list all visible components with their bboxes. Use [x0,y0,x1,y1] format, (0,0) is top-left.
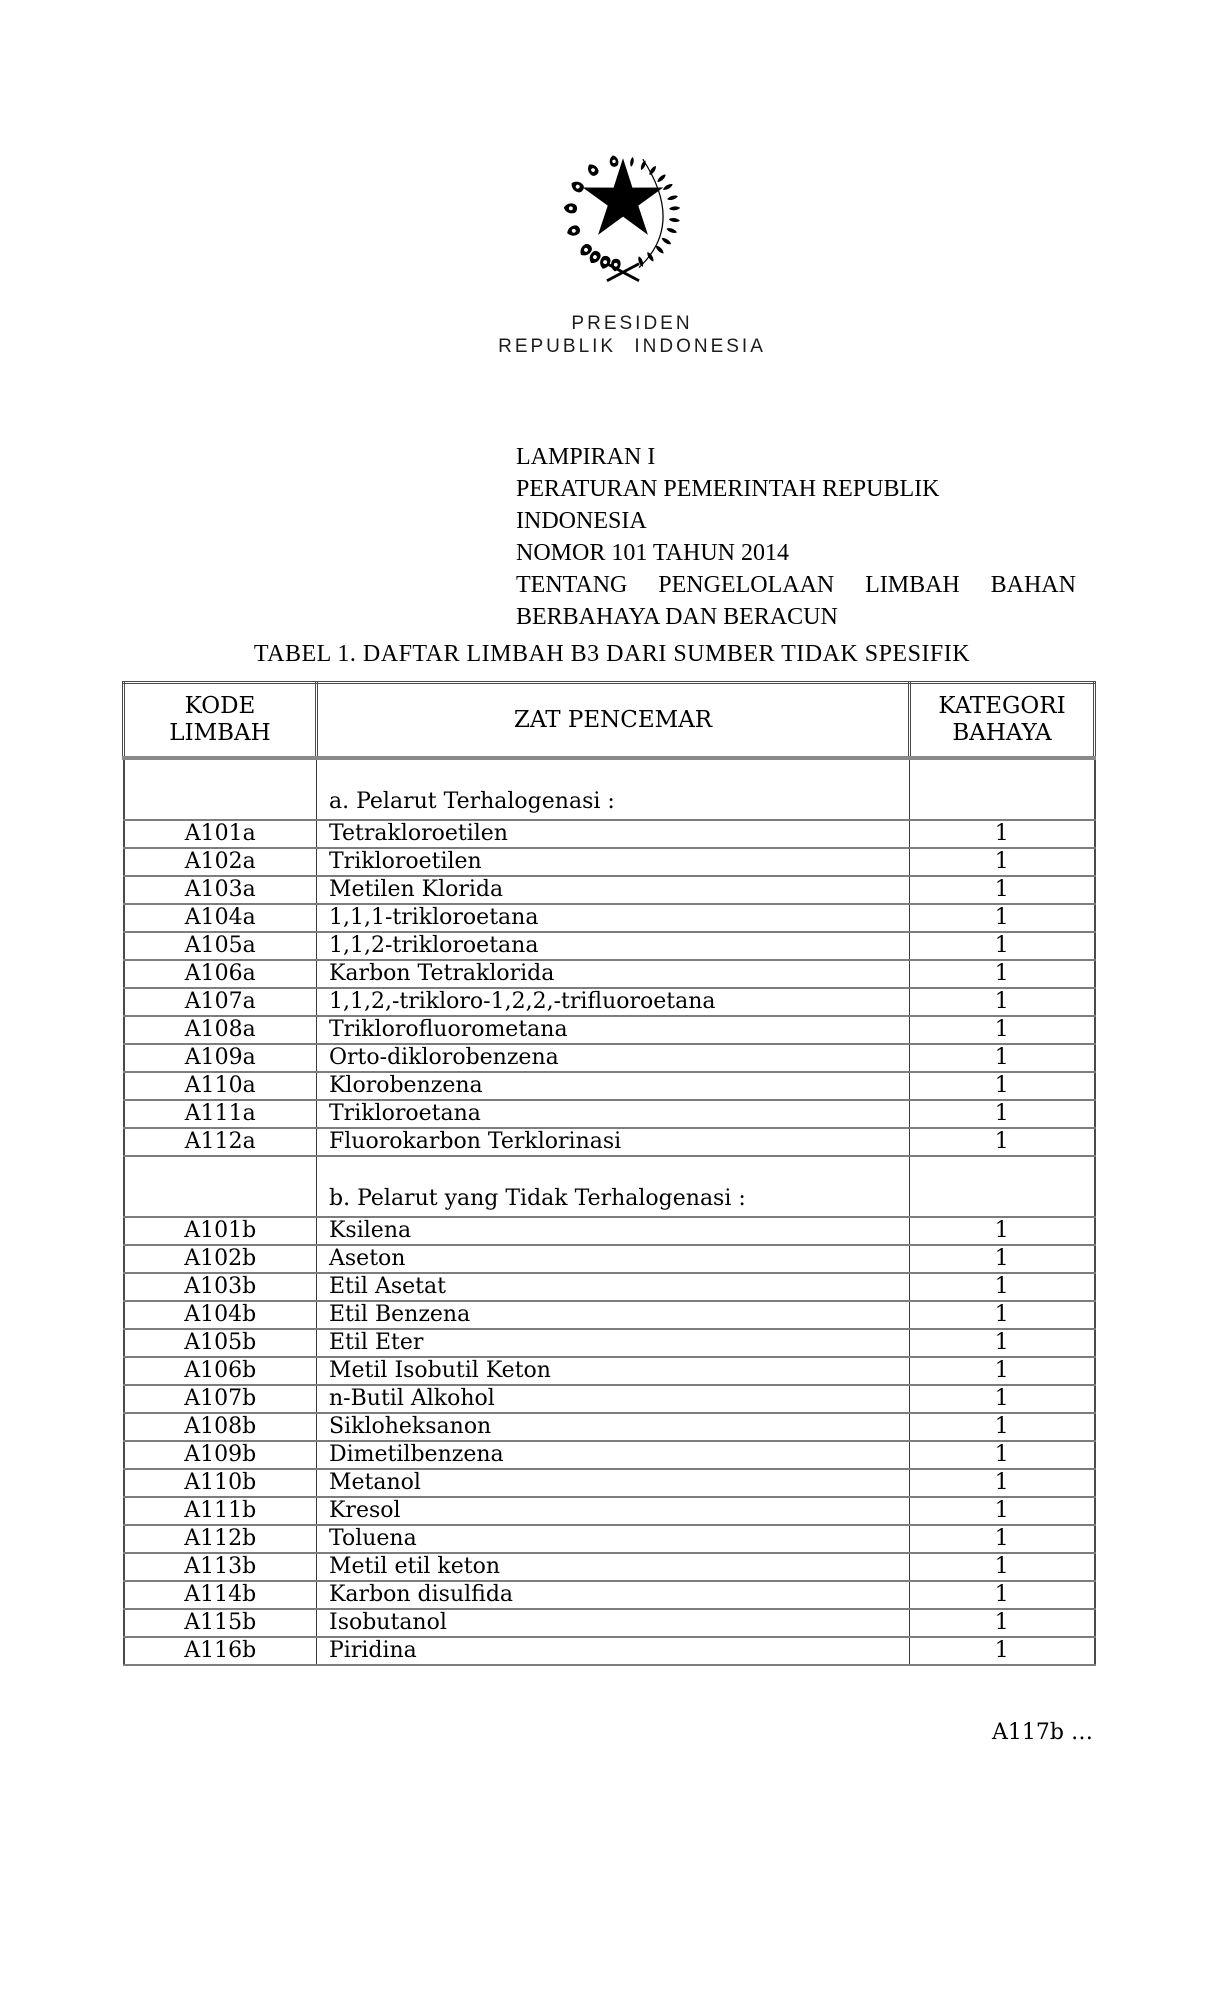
table-row [124,1637,1095,1665]
waste-code-cell: A101a [124,820,317,848]
waste-table-body [124,758,1095,1665]
hazard-category-cell: 1 [910,1273,1095,1301]
hazard-category-cell: 1 [910,1217,1095,1245]
table-row [124,960,1095,988]
hazard-category-cell: 1 [910,1525,1095,1553]
hazard-category-cell: 1 [910,1329,1095,1357]
pollutant-name-cell: Klorobenzena [317,1072,910,1100]
table-title: TABEL 1. DAFTAR LIMBAH B3 DARI SUMBER TIDAK SPESIFIK [253,641,971,667]
col-header-kode-limbah: KODE LIMBAH [124,683,317,759]
annex-line-lampiran: LAMPIRAN I [516,444,656,470]
pollutant-name-cell: Triklorofluorometana [317,1016,910,1044]
table-row [124,1329,1095,1357]
table-row [124,1128,1095,1156]
table-row [124,1413,1095,1441]
hazard-category-cell: 1 [910,820,1095,848]
table-row [124,988,1095,1016]
hazard-category-cell: 1 [910,1413,1095,1441]
table-row [124,1016,1095,1044]
empty-code-cell [124,758,317,820]
annex-heading [516,441,1076,633]
hazard-category-cell: 1 [910,1100,1095,1128]
hazard-category-cell: 1 [910,932,1095,960]
waste-code-cell: A116b [124,1637,317,1665]
annex-line-berbahaya: BERBAHAYA DAN BERACUN [516,604,838,630]
pollutant-name-cell: Metil Isobutil Keton [317,1357,910,1385]
table-row [124,1385,1095,1413]
hazard-category-cell: 1 [910,988,1095,1016]
hazard-category-cell: 1 [910,1245,1095,1273]
table-row [124,1245,1095,1273]
table-row [124,904,1095,932]
hazard-category-cell: 1 [910,1301,1095,1329]
hazard-category-cell: 1 [910,848,1095,876]
waste-code-cell: A110b [124,1469,317,1497]
waste-code-cell: A101b [124,1217,317,1245]
pollutant-name-cell: Metil etil keton [317,1553,910,1581]
hazard-category-cell: 1 [910,1044,1095,1072]
waste-table [122,681,1096,1666]
pollutant-name-cell: Tetrakloroetilen [317,820,910,848]
pollutant-name-cell: Toluena [317,1525,910,1553]
table-row [124,876,1095,904]
table-row [124,1273,1095,1301]
table-row [124,1525,1095,1553]
pollutant-name-cell: Trikloroetilen [317,848,910,876]
pollutant-name-cell: Trikloroetana [317,1100,910,1128]
hazard-category-cell: 1 [910,1016,1095,1044]
waste-code-cell: A112a [124,1128,317,1156]
section-label-cell: b. Pelarut yang Tidak Terhalogenasi : [317,1156,910,1217]
waste-code-cell: A108b [124,1413,317,1441]
waste-code-cell: A106b [124,1357,317,1385]
table-row [124,932,1095,960]
col-header-kategori-bahaya: KATEGORI BAHAYA [910,683,1095,759]
pollutant-name-cell: n-Butil Alkohol [317,1385,910,1413]
hazard-category-cell: 1 [910,1637,1095,1665]
pollutant-name-cell: Fluorokarbon Terklorinasi [317,1128,910,1156]
waste-code-cell: A112b [124,1525,317,1553]
pollutant-name-cell: Metanol [317,1469,910,1497]
section-header-row [124,1156,1095,1217]
table-row [124,1100,1095,1128]
pollutant-name-cell: Orto-diklorobenzena [317,1044,910,1072]
empty-category-cell [910,758,1095,820]
pollutant-name-cell: Etil Benzena [317,1301,910,1329]
waste-code-cell: A114b [124,1581,317,1609]
section-label-cell: a. Pelarut Terhalogenasi : [317,758,910,820]
waste-code-cell: A107b [124,1385,317,1413]
waste-code-cell: A109a [124,1044,317,1072]
waste-code-cell: A113b [124,1553,317,1581]
waste-code-cell: A105b [124,1329,317,1357]
waste-code-cell: A109b [124,1441,317,1469]
hazard-category-cell: 1 [910,1072,1095,1100]
hazard-category-cell: 1 [910,1441,1095,1469]
waste-code-cell: A102a [124,848,317,876]
hazard-category-cell: 1 [910,1469,1095,1497]
hazard-category-cell: 1 [910,1497,1095,1525]
waste-code-cell: A104a [124,904,317,932]
pollutant-name-cell: 1,1,2-trikloroetana [317,932,910,960]
table-row [124,1301,1095,1329]
annex-line-peraturan: PERATURAN PEMERINTAH REPUBLIK INDONESIA [516,476,940,534]
table-row [124,820,1095,848]
waste-code-cell: A106a [124,960,317,988]
hazard-category-cell: 1 [910,876,1095,904]
hazard-category-cell: 1 [910,1357,1095,1385]
waste-code-cell: A108a [124,1016,317,1044]
table-row [124,1609,1095,1637]
waste-code-cell: A105a [124,932,317,960]
waste-code-cell: A111b [124,1497,317,1525]
table-row [124,1217,1095,1245]
waste-code-cell: A103b [124,1273,317,1301]
annex-line-nomor: NOMOR 101 TAHUN 2014 [516,540,789,566]
waste-code-cell: A103a [124,876,317,904]
table-row [124,1072,1095,1100]
hazard-category-cell: 1 [910,960,1095,988]
empty-category-cell [910,1156,1095,1217]
table-row [124,1441,1095,1469]
waste-table-container [122,681,1093,1666]
pollutant-name-cell: Etil Asetat [317,1273,910,1301]
table-row [124,1581,1095,1609]
pollutant-name-cell: Karbon disulfida [317,1581,910,1609]
waste-code-cell: A104b [124,1301,317,1329]
pollutant-name-cell: Dimetilbenzena [317,1441,910,1469]
pollutant-name-cell: 1,1,2,-trikloro-1,2,2,-trifluoroetana [317,988,910,1016]
annex-line-tentang: TENTANG PENGELOLAAN LIMBAH BAHAN [516,572,1076,598]
hazard-category-cell: 1 [910,1553,1095,1581]
pollutant-name-cell: Kresol [317,1497,910,1525]
table-row [124,1044,1095,1072]
hazard-category-cell: 1 [910,1609,1095,1637]
table-row [124,1497,1095,1525]
pollutant-name-cell: Metilen Klorida [317,876,910,904]
pollutant-name-cell: 1,1,1-trikloroetana [317,904,910,932]
table-row [124,1469,1095,1497]
table-row [124,848,1095,876]
letterhead-presiden: PRESIDEN [571,313,693,334]
pollutant-name-cell: Etil Eter [317,1329,910,1357]
waste-code-cell: A110a [124,1072,317,1100]
wreath-stems [607,264,639,281]
waste-code-cell: A115b [124,1609,317,1637]
continuation-note: A117b … [992,1720,1093,1745]
col-header-zat-pencemar: ZAT PENCEMAR [317,683,910,759]
hazard-category-cell: 1 [910,1128,1095,1156]
empty-code-cell [124,1156,317,1217]
pollutant-name-cell: Sikloheksanon [317,1413,910,1441]
pollutant-name-cell: Piridina [317,1637,910,1665]
waste-code-cell: A107a [124,988,317,1016]
state-emblem-icon [547,130,699,292]
section-header-row [124,758,1095,820]
pollutant-name-cell: Karbon Tetraklorida [317,960,910,988]
hazard-category-cell: 1 [910,1385,1095,1413]
letterhead [498,312,766,358]
pollutant-name-cell: Ksilena [317,1217,910,1245]
hazard-category-cell: 1 [910,1581,1095,1609]
pollutant-name-cell: Isobutanol [317,1609,910,1637]
waste-code-cell: A111a [124,1100,317,1128]
letterhead-republik-indonesia: REPUBLIK INDONESIA [498,336,766,357]
waste-code-cell: A102b [124,1245,317,1273]
hazard-category-cell: 1 [910,904,1095,932]
pollutant-name-cell: Aseton [317,1245,910,1273]
table-row [124,1357,1095,1385]
table-row [124,1553,1095,1581]
waste-table-header [124,683,1095,759]
